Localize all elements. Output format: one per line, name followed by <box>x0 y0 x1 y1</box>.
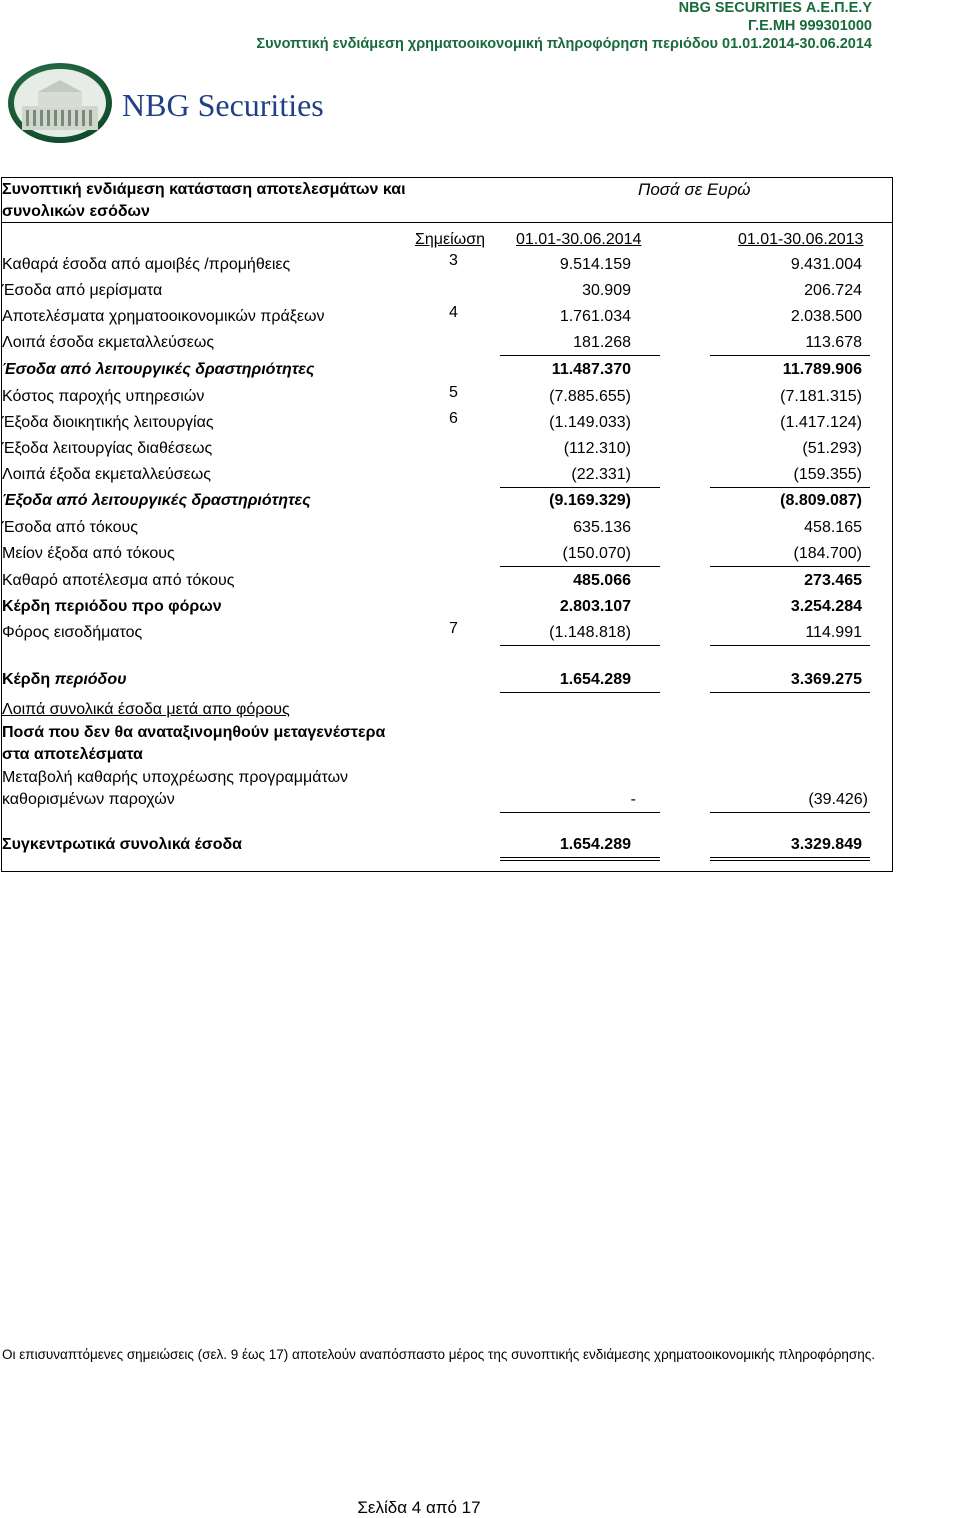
row-value-2013: (159.355) <box>793 466 862 483</box>
col-header-note: Σημείωση <box>415 231 485 248</box>
row-value-2013: 9.431.004 <box>790 256 862 273</box>
row-value-2014: (7.885.655) <box>549 388 631 405</box>
row-value-2013: (184.700) <box>793 545 862 562</box>
row-note: 3 <box>449 252 458 269</box>
row-label: Καθαρό αποτέλεσμα από τόκους <box>2 572 235 589</box>
row-label: Έξοδα διοικητικής λειτουργίας <box>2 414 214 431</box>
oci-subtitle-line1: Ποσά που δεν θα αναταξινομηθούν μεταγενέστερα <box>2 724 386 741</box>
logo-text: NBG Securities <box>122 87 324 123</box>
oci-item-line1: Μεταβολή καθαρής υποχρέωσης προγραμμάτων <box>2 769 349 786</box>
row-label: Κέρδη περιόδου προ φόρων <box>2 598 222 615</box>
row-label: Έξοδα λειτουργίας διαθέσεως <box>2 440 213 457</box>
oci-item-value-2013: (39.426) <box>808 791 868 808</box>
row-label: Λοιπά έσοδα εκμεταλλεύσεως <box>2 334 215 351</box>
subtotal-rule <box>500 692 660 693</box>
row-label: Έσοδα από τόκους <box>2 519 138 536</box>
row-value-2014: (9.169.329) <box>549 492 631 509</box>
row-note: 4 <box>449 304 458 321</box>
currency-label: Ποσά σε Ευρώ <box>638 180 751 199</box>
row-label: Αποτελέσματα χρηματοοικονομικών πράξεων <box>2 308 325 325</box>
row-value-2013: 11.789.906 <box>782 361 862 378</box>
col-header-2013: 01.01-30.06.2013 <box>738 231 864 248</box>
page-number: Σελίδα 4 από 17 <box>357 1498 481 1517</box>
subtotal-rule <box>710 355 870 356</box>
row-value-2013: 3.369.275 <box>790 671 862 688</box>
subtotal-rule <box>710 645 870 646</box>
total-rule-2013-b <box>710 860 870 861</box>
row-label: Μείον έξοδα από τόκους <box>2 545 175 562</box>
total-rule-2014-a <box>500 857 660 858</box>
company-name: NBG SECURITIES Α.Ε.Π.Ε.Υ <box>678 0 872 16</box>
registry-number: Γ.Ε.ΜΗ 999301000 <box>747 18 872 34</box>
oci-subtitle-line2: στα αποτελέσματα <box>2 746 143 763</box>
header-divider <box>1 222 892 223</box>
total-value-2013: 3.329.849 <box>790 836 862 853</box>
row-value-2014: 30.909 <box>582 282 631 299</box>
row-value-2013: (8.809.087) <box>780 492 862 509</box>
row-label: Έξοδα από λειτουργικές δραστηριότητες <box>2 492 311 509</box>
row-value-2013: 273.465 <box>804 572 862 589</box>
company-logo <box>8 62 338 144</box>
oci-rule-2013 <box>710 812 870 813</box>
row-value-2014: (150.070) <box>562 545 631 562</box>
oci-title: Λοιπά συνολικά έσοδα μετά απο φόρους <box>2 701 290 718</box>
row-value-2014: 1.761.034 <box>559 308 631 325</box>
oci-item-line2: καθορισμένων παροχών <box>2 791 175 808</box>
row-label: Έσοδα από λειτουργικές δραστηριότητες <box>2 361 315 378</box>
row-value-2014: (1.149.033) <box>549 414 631 431</box>
statement-title-line1: Συνοπτική ενδιάμεση κατάσταση αποτελεσμάτων και <box>2 181 406 198</box>
row-label: Κόστος παροχής υπηρεσιών <box>2 388 205 405</box>
row-label: Κέρδη περιόδου <box>2 671 127 688</box>
row-value-2014: 2.803.107 <box>559 598 631 615</box>
row-value-2013: 2.038.500 <box>790 308 862 325</box>
oci-item-value-2014: - <box>630 791 636 808</box>
row-value-2013: (7.181.315) <box>780 388 862 405</box>
subtotal-rule <box>500 487 660 488</box>
row-value-2014: 635.136 <box>573 519 631 536</box>
row-label: Καθαρά έσοδα από αμοιβές /προμήθειες <box>2 256 291 273</box>
row-label: Έσοδα από μερίσματα <box>2 282 163 299</box>
row-value-2013: 206.724 <box>804 282 862 299</box>
row-note: 5 <box>449 384 458 401</box>
statement-title-line2: συνολικών εσόδων <box>2 203 150 220</box>
row-value-2014: 485.066 <box>573 572 631 589</box>
subtotal-rule <box>500 355 660 356</box>
row-label: Λοιπά έξοδα εκμεταλλεύσεως <box>2 466 211 483</box>
row-value-2014: (112.310) <box>563 440 631 457</box>
col-header-2014: 01.01-30.06.2014 <box>516 231 642 248</box>
total-label: Συγκεντρωτικά συνολικά έσοδα <box>2 836 243 853</box>
subtotal-rule <box>710 692 870 693</box>
row-note: 6 <box>449 410 458 427</box>
row-label: Φόρος εισοδήματος <box>2 624 143 641</box>
subtotal-rule <box>500 566 660 567</box>
total-rule-2014-b <box>500 860 660 861</box>
row-value-2014: 1.654.289 <box>559 671 631 688</box>
row-value-2014: 181.268 <box>573 334 631 351</box>
row-value-2014: (1.148.818) <box>549 624 631 641</box>
report-title: Συνοπτική ενδιάμεση χρηματοοικονομική πληροφόρηση περιόδου 01.01.2014-30.06.2014 <box>256 36 872 52</box>
row-value-2014: (22.331) <box>571 466 631 483</box>
total-value-2014: 1.654.289 <box>559 836 631 853</box>
row-value-2013: 3.254.284 <box>790 598 862 615</box>
row-value-2013: (1.417.124) <box>780 414 862 431</box>
row-value-2013: 113.678 <box>805 334 862 351</box>
row-value-2014: 9.514.159 <box>559 256 631 273</box>
bank-building-logo-icon <box>8 62 338 144</box>
subtotal-rule <box>500 645 660 646</box>
oci-rule-2014 <box>500 812 660 813</box>
footnote: Οι επισυναπτόμενες σημειώσεις (σελ. 9 έως 17) αποτελούν αναπόσπαστο μέρος της συνοπτικής ενδιάμεσης χρηματοοικονομικής πληροφόρησης. <box>2 1347 875 1362</box>
row-value-2013: 458.165 <box>804 519 862 536</box>
row-value-2014: 11.487.370 <box>551 361 631 378</box>
total-rule-2013-a <box>710 857 870 858</box>
row-value-2013: (51.293) <box>802 440 862 457</box>
subtotal-rule <box>710 566 870 567</box>
row-value-2013: 114.991 <box>805 624 862 641</box>
subtotal-rule <box>710 487 870 488</box>
row-note: 7 <box>449 620 458 637</box>
